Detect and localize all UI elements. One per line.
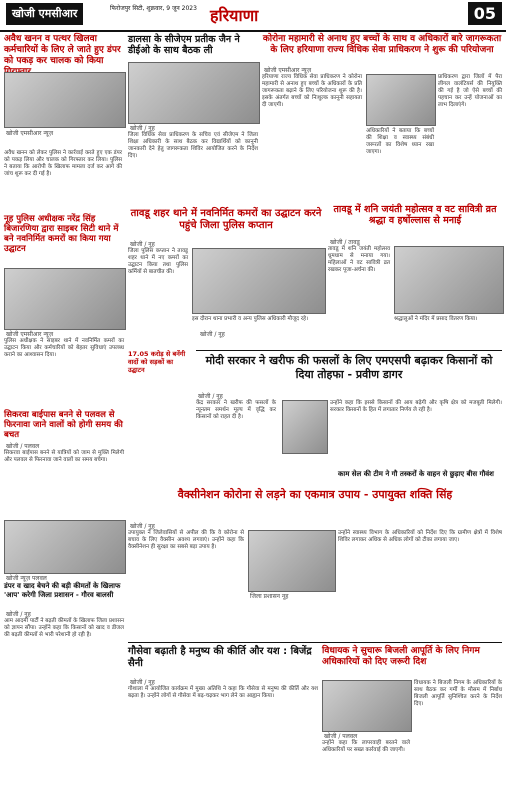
article-5-body: जिला पुलिस कप्तान ने तावडू शहर थाने में नए कमरों का उद्घाटन किया तथा पुलिस कर्मियों से बातचीत की। bbox=[128, 248, 188, 275]
article-8-headline: सिकरवा बाईपास बनने से पलवल से फिरनावा जाने वालों को होगी समय की बचत bbox=[4, 410, 123, 440]
paper-logo: खोजी एमसीआर bbox=[6, 3, 83, 25]
article-1 bbox=[4, 34, 124, 146]
article-6-photo bbox=[394, 246, 504, 314]
article-3-byline: खोजी एमसीआर न्यूज़ bbox=[264, 67, 312, 74]
article-10-headline: डंपर व खाद बेचने की बड़ी कीमतों के खिलाफ 'आप' करेगी जिला प्रशासन - गौरव बालसी bbox=[4, 582, 121, 599]
article-1-byline: खोजी एमसीआर न्यूज़ bbox=[6, 130, 54, 137]
article-8-body: सिकरवा बाईपास बनने से यात्रियों को जाम से मुक्ति मिलेगी और पलवल से फिरनावा जाने वालों का समय बचेगा। bbox=[4, 450, 124, 463]
article-4-headline: नूह पुलिस अधीक्षक नरेंद्र सिंह बिजारणिया द्वारा साइबर सिटी थाने में बने नवनिर्मित कमरों का किया गया उद्घाटन bbox=[4, 214, 119, 254]
article-9-photo-label: जिला प्रशासन नूह bbox=[250, 593, 289, 600]
article-3-photo bbox=[366, 74, 436, 126]
article-2-photo bbox=[128, 62, 260, 124]
article-6-byline: खोजी / तावडू bbox=[330, 239, 360, 246]
article-11-headline: गौसेवा बढ़ाती है मनुष्य की कीर्ति और यश : बिजेंद्र सैनी bbox=[128, 646, 312, 669]
article-5-photo bbox=[192, 248, 326, 314]
article-10-photo-label: खोजी न्यूज़ पलवल bbox=[6, 575, 47, 582]
masthead-meta: फिरोजपुर सिटी, शुक्रवार, 9 जून 2023 bbox=[110, 5, 197, 12]
article-10-photo bbox=[4, 520, 126, 574]
article-3-headline: कोरोना महामारी से अनाथ हुए बच्चों के साथ व अधिकारों बारे जागरूकता के लिए हरियाणा राज्य विधिक सेवा प्राधिकरण ने शुरू की परियोजना bbox=[262, 34, 502, 55]
article-9-body: उपायुक्त ने जिलेवासियों से अपील की कि वे कोरोना से बचाव के लिए वैक्सीन अवश्य लगवाएं। उन्होंने कहा कि वैक्सीनेशन ही सुरक्षा का सबसे बड़ा उपाय है। bbox=[128, 530, 244, 550]
article-3-body-2: प्राधिकरण द्वारा जिलों में पैरा लीगल वालंटियर्स की नियुक्ति की गई है जो ऐसे बच्चों की पहचान कर उन्हें योजनाओं का लाभ दिलाएंगे। bbox=[438, 74, 502, 108]
article-1-headline: अवैध खनन व पत्थर खिलवा कर्मचारियों के लिए ले जाते हुए डंपर को पकड़ कर चालक को किया bbox=[4, 34, 121, 66]
article-12-body: विधायक ने बिजली निगम के अधिकारियों के साथ बैठक कर गर्मी के मौसम में निर्बाध बिजली आपूर्ति सुनिश्चित करने के निर्देश दिए। bbox=[414, 680, 502, 707]
article-10-byline: खोजी / नूह bbox=[6, 611, 31, 618]
article-1-body: अवैध खनन को लेकर पुलिस ने कार्रवाई करते हुए एक डंपर को पकड़ लिया और चालक को गिरफ्तार कर लिया। पुलिस ने बताया कि आरोपी के खिलाफ मामला दर्ज कर आगे की जांच शुरू कर दी गई है। bbox=[4, 150, 122, 177]
article-5 bbox=[128, 208, 324, 238]
article-7-photo bbox=[282, 400, 328, 454]
article-10 bbox=[4, 582, 124, 608]
article-6-body-2: श्रद्धालुओं ने मंदिर में प्रसाद वितरण किया। bbox=[394, 316, 478, 322]
article-2 bbox=[128, 34, 258, 62]
article-10-body: आम आदमी पार्टी ने बढ़ती कीमतों के खिलाफ जिला प्रशासन को ज्ञापन सौंपा। उन्होंने कहा कि किसानों को खाद व डीजल की बढ़ती कीमतों से भारी परेशानी हो रही है। bbox=[4, 618, 124, 638]
article-12-photo bbox=[322, 680, 412, 732]
article-9-photo bbox=[248, 530, 336, 592]
article-3 bbox=[262, 34, 502, 62]
article-6-headline: तावडू में शनि जयंती महोत्सव व वट सावित्री व्रत श्रद्धा व हर्षोल्लास से मनाई bbox=[333, 204, 497, 226]
article-11-byline: खोजी / नूह bbox=[130, 679, 155, 686]
article-3-body: हरियाणा राज्य विधिक सेवा प्राधिकरण ने कोरोना महामारी से अनाथ हुए बच्चों के अधिकारों के प्रति जागरूकता बढ़ाने के लिए परियोजना शुरू की है। इसके अंतर्गत बच्चों को निःशुल्क कानूनी सहायता दी जाएगी। bbox=[262, 74, 362, 108]
rule-2 bbox=[128, 642, 502, 643]
article-5-byline: खोजी / नूह bbox=[130, 241, 155, 248]
article-6 bbox=[328, 204, 502, 234]
article-4-photo bbox=[4, 268, 126, 330]
article-3-body-3: अधिकारियों ने बताया कि बच्चों की शिक्षा व स्वास्थ्य संबंधी जरूरतों का विशेष ध्यान रखा जाएगा। bbox=[366, 128, 434, 155]
article-14-headline: 17.05 करोड़ से बनेंगी वादों को सड़कों का उद्घाटन bbox=[128, 350, 186, 374]
article-4 bbox=[4, 214, 124, 266]
article-12-byline: खोजी / पलवल bbox=[324, 733, 358, 740]
article-7-byline: खोजी / नूह bbox=[198, 393, 223, 400]
article-4-byline: खोजी एमसीआर न्यूज़ bbox=[6, 331, 54, 338]
article-7-body-2: उन्होंने कहा कि इससे किसानों की आय बढ़ेगी और कृषि क्षेत्र को मजबूती मिलेगी। सरकार किसानों के हित में लगातार निर्णय ले रही है। bbox=[330, 400, 502, 413]
article-13-headline: काम सेल की टीम ने गौ तस्करों के वाहन से छुड़ाए बीस गौवंश bbox=[338, 470, 494, 478]
article-7-body: केंद्र सरकार ने खरीफ की फसलों के न्यूनतम समर्थन मूल्य में वृद्धि कर किसानों को राहत दी है। bbox=[196, 400, 276, 420]
section-title: हरियाणा bbox=[210, 6, 259, 25]
article-9 bbox=[128, 488, 502, 518]
article-12-headline: विधायक ने सुचारू बिजली आपूर्ति के लिए निगम अधिकारियों को दिए जरूरी दिश bbox=[322, 646, 480, 667]
masthead bbox=[0, 0, 506, 32]
article-6-body: तावडू में शनि जयंती महोत्सव धूमधाम से मनाया गया। महिलाओं ने वट सावित्री व्रत रखकर पूजा-अर्चना की। bbox=[328, 246, 390, 273]
article-8-byline: खोजी / पलवल bbox=[6, 443, 40, 450]
article-5-photo-label: खोजी / नूह bbox=[200, 331, 225, 338]
page-number: 05 bbox=[468, 2, 502, 25]
article-11-body: गौशाला में आयोजित कार्यक्रम में मुख्य अतिथि ने कहा कि गौसेवा से मनुष्य की कीर्ति और यश बढ़ता है। उन्होंने लोगों से गौसेवा में बढ़-चढ़कर भाग लेने का आह्वान किया। bbox=[128, 686, 318, 699]
article-13 bbox=[338, 470, 502, 486]
article-4-body: पुलिस अधीक्षक ने साइबर थाने में नवनिर्मित कमरों का उद्घाटन किया और कर्मचारियों को बेहतर सुविधाएं उपलब्ध कराने का आश्वासन दिया। bbox=[4, 338, 124, 358]
article-12-body-2: उन्होंने कहा कि लापरवाही बरतने वाले अधिकारियों पर सख्त कार्रवाई की जाएगी। bbox=[322, 740, 410, 753]
article-14 bbox=[128, 350, 188, 380]
article-12 bbox=[322, 646, 502, 676]
article-8 bbox=[4, 410, 124, 440]
article-2-body: जिला विधिक सेवा प्राधिकरण के सचिव एवं सीजेएम ने जिला शिक्षा अधिकारी के साथ बैठक कर विद्यार्थियों को कानूनी जानकारी देने हेतु जागरूकता शिविर आयोजित करने के निर्देश दिए। bbox=[128, 132, 258, 159]
article-7-headline: मोदी सरकार ने खरीफ की फसलों के लिए एमएसपी बढ़ाकर किसानों को दिया तोहफा - प्रवीण डागर bbox=[205, 354, 493, 381]
article-7 bbox=[196, 354, 502, 388]
rule bbox=[196, 350, 502, 351]
article-2-byline: खोजी / नूह bbox=[130, 125, 155, 132]
article-9-byline: खोजी / नूह bbox=[130, 523, 155, 530]
article-11 bbox=[128, 646, 318, 676]
article-1-photo bbox=[4, 72, 126, 128]
article-9-headline: वैक्सीनेशन कोरोना से लड़ने का एकमात्र उपाय - उपायुक्त शक्ति सिंह bbox=[177, 488, 453, 501]
article-2-headline: डालसा के सीजेएम प्रतीक जैन ने डीईओ के साथ बैठक ली bbox=[128, 34, 240, 56]
article-9-body-2: उन्होंने स्वास्थ्य विभाग के अधिकारियों को निर्देश दिए कि ग्रामीण क्षेत्रों में विशेष शिविर लगाकर अधिक से अधिक लोगों को टीका लगाया जाए। bbox=[338, 530, 502, 543]
article-5-body-2: इस दौरान थाना प्रभारी व अन्य पुलिस अधिकारी मौजूद रहे। bbox=[192, 316, 309, 322]
article-5-headline: तावडू शहर थाने में नवनिर्मित कमरों का उद्घाटन करने पहुंचे जिला पुलिस कप्तान bbox=[130, 208, 322, 231]
